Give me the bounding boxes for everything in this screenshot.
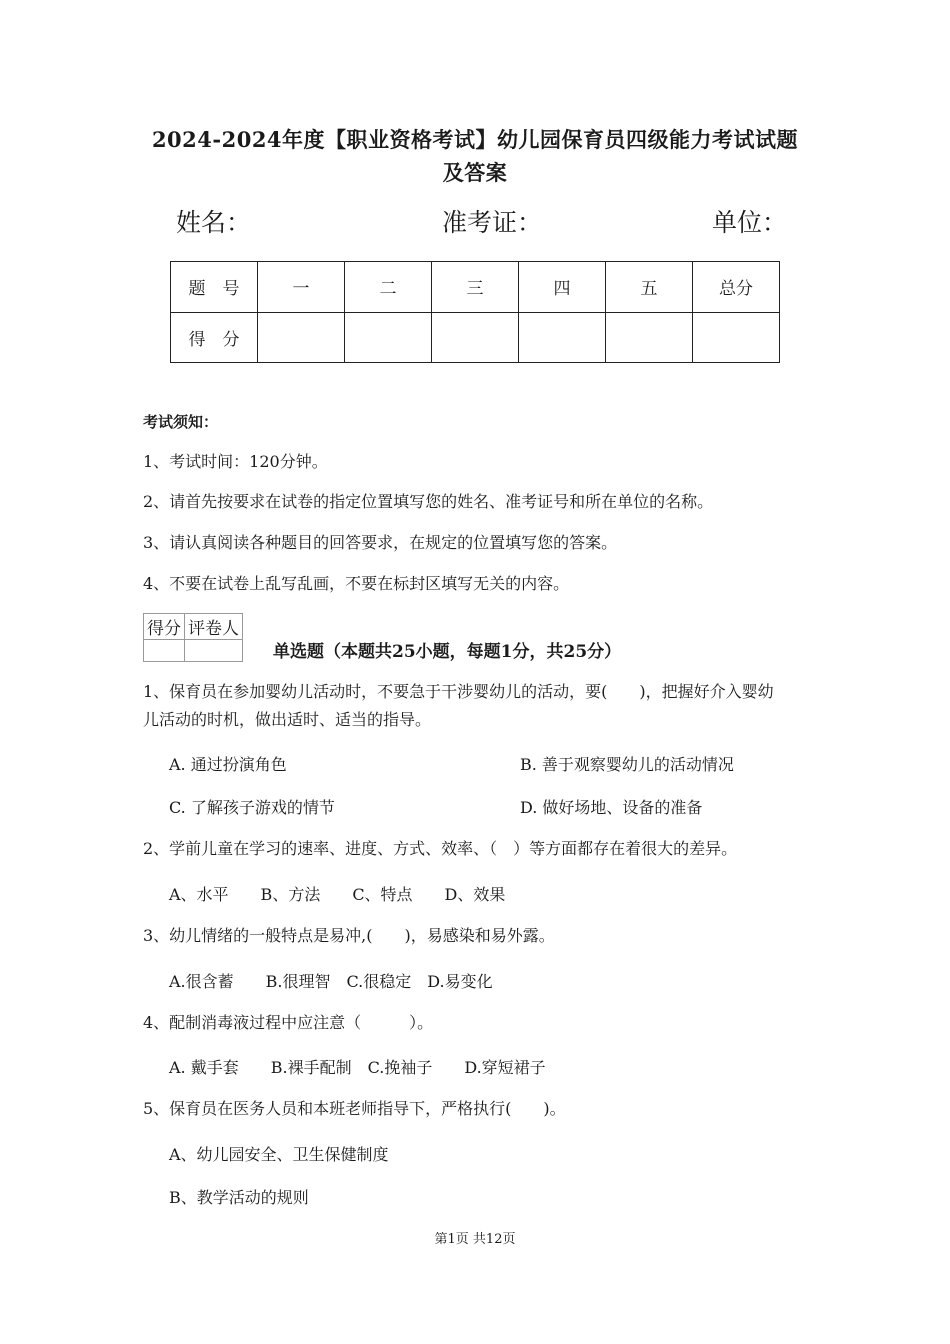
- mini-grader-cell: [185, 640, 243, 662]
- mini-score-label: 得分: [144, 614, 185, 640]
- notice-item: 1、考试时间：120分钟。: [143, 452, 328, 471]
- header-cell-2: 二: [345, 262, 432, 313]
- question-5: 5、保育员在医务人员和本班老师指导下，严格执行( )。: [143, 1099, 566, 1118]
- grader-table: [143, 613, 243, 662]
- name-label: 姓名：: [176, 208, 252, 237]
- score-table: [170, 261, 780, 363]
- mini-score-cell: [144, 640, 185, 662]
- unit-label: 单位：: [712, 208, 788, 237]
- q5-option-b: B、教学活动的规则: [169, 1188, 309, 1207]
- score-table-score-row: [171, 312, 780, 363]
- header-cell-3: 三: [432, 262, 519, 313]
- notice-item: 4、不要在试卷上乱写乱画，不要在标封区填写无关的内容。: [143, 574, 570, 593]
- notice-heading: 考试须知：: [143, 413, 219, 431]
- score-cell: [693, 312, 780, 363]
- q5-option-a: A、幼儿园安全、卫生保健制度: [169, 1145, 389, 1164]
- header-cell-5: 五: [606, 262, 693, 313]
- score-cell: [432, 312, 519, 363]
- section-title: 单选题（本题共25小题，每题1分，共25分）: [273, 642, 622, 662]
- q1-option-d: D. 做好场地、设备的准备: [520, 798, 703, 817]
- score-cell: [258, 312, 345, 363]
- header-cell-1: 一: [258, 262, 345, 313]
- q4-options: A. 戴手套 B.裸手配制 C.挽袖子 D.穿短裙子: [169, 1058, 546, 1077]
- exam-id-label: 准考证：: [442, 208, 543, 237]
- score-row-label: 得 分: [171, 312, 258, 363]
- notice-item: 2、请首先按要求在试卷的指定位置填写您的姓名、准考证号和所在单位的名称。: [143, 492, 714, 511]
- question-3: 3、幼儿情绪的一般特点是易冲,( )，易感染和易外露。: [143, 926, 555, 945]
- notice-item: 3、请认真阅读各种题目的回答要求，在规定的位置填写您的答案。: [143, 533, 618, 552]
- header-cell-4: 四: [519, 262, 606, 313]
- mini-grader-label: 评卷人: [185, 614, 243, 640]
- q3-options: A.很含蓄 B.很理智 C.很稳定 D.易变化: [169, 972, 493, 991]
- score-cell: [606, 312, 693, 363]
- score-table-header-row: [171, 262, 780, 313]
- header-cell-total: 总分: [693, 262, 780, 313]
- question-2: 2、学前儿童在学习的速率、进度、方式、效率、（ ）等方面都存在着很大的差异。: [143, 839, 738, 858]
- doc-title-line1: 2024-2024年度【职业资格考试】幼儿园保育员四级能力考试试题: [151, 127, 799, 152]
- question-1-line2: 儿活动的时机，做出适时、适当的指导。: [143, 710, 432, 729]
- score-cell: [345, 312, 432, 363]
- question-4: 4、配制消毒液过程中应注意（ ）。: [143, 1013, 434, 1032]
- q1-option-a: A. 通过扮演角色: [169, 755, 287, 774]
- q2-options: A、水平 B、方法 C、特点 D、效果: [169, 885, 506, 904]
- page-footer: 第1页 共12页: [434, 1232, 516, 1247]
- q1-option-b: B. 善于观察婴幼儿的活动情况: [520, 755, 734, 774]
- score-cell: [519, 312, 606, 363]
- header-cell-label: 题 号: [171, 262, 258, 313]
- q1-option-c: C. 了解孩子游戏的情节: [169, 798, 335, 817]
- question-1-line1: 1、保育员在参加婴幼儿活动时，不要急于干涉婴幼儿的活动，要( )，把握好介入婴幼: [143, 682, 774, 701]
- doc-title-line2: 及答案: [442, 160, 508, 185]
